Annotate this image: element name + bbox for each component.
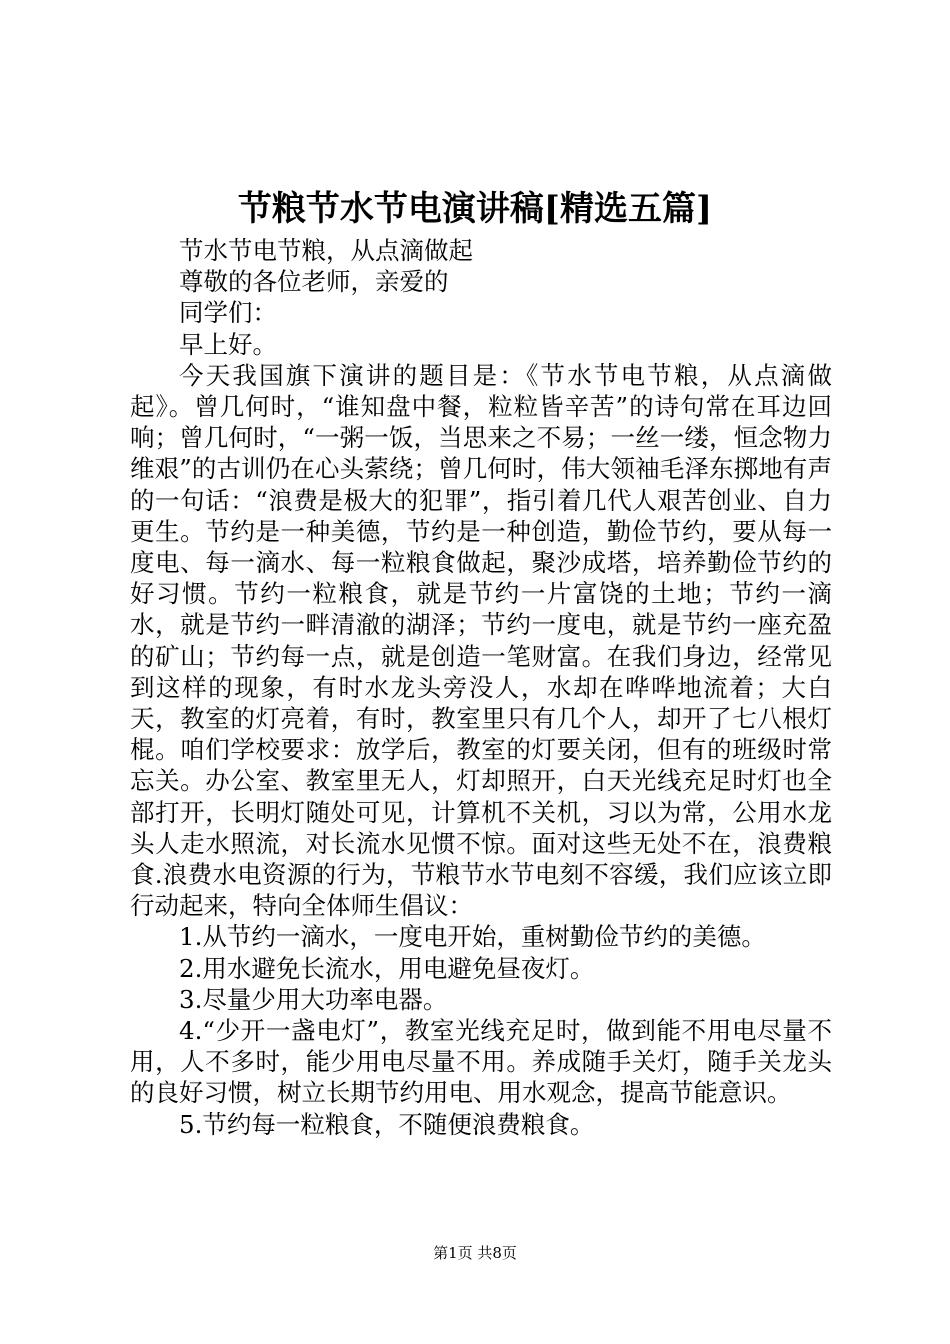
paragraph-item-1: 1.从节约一滴水，一度电开始，重树勤俭节约的美德。 [179,922,766,952]
paragraph-item-3: 3.尽量少用大功率电器。 [179,984,448,1014]
paragraph-main: 今天我国旗下演讲的题目是：《节水节电节粮，从点滴做起》。曾几何时，“谁知盘中餐，粒粒皆辛苦”的诗句常在耳边回响；曾几何时，“一粥一饭，当思来之不易；一丝一缕，恒念物力维艰”的古训仍在心头萦绕；曾几何时，伟大领袖毛泽东掷地有声的一句话：“浪费是极大的犯罪”，指引着几代人艰苦创业、自力更生。节约是一种美德，节约是一种创造，勤俭节约，要从每一度电、每一滴水、每一粒粮食做起，聚沙成塔，培养勤俭节约的好习惯。节约一粒粮食，就是节约一片富饶的土地；节约一滴水，就是节约一畔清澈的湖泽；节约一度电，就是节约一座充盈的矿山；节约每一点，就是创造一笔财富。在我们身边，经常见到这样的现象，有时水龙头旁没人，水却在哗哗地流着；大白天，教室的灯亮着，有时，教室里只有几个人，却开了七八根灯棍。咱们学校要求：放学后，教室的灯要关闭，但有的班级时常忘关。办公室、教室里无人，灯却照开，白天光线充足时灯也全部打开，长明灯随处可见，计算机不关机，习以为常，公用水龙头人走水照流，对长流水见惯不惊。面对这些无处不在，浪费粮食.浪费水电资源的行为，节粮节水节电刻不容缓，我们应该立即行动起来，特向全体师生倡议： [130,360,832,921]
document-title: 节粮节水节电演讲稿[精选五篇] [237,189,713,229]
document-body [130,235,832,1140]
paragraph-item-2: 2.用水避免长流水，用电避免昼夜灯。 [179,953,595,983]
paragraph-salutation-cont: 同学们： [179,298,277,328]
paragraph-heading: 节水节电节粮，从点滴做起 [179,236,473,265]
paragraph-salutation: 尊敬的各位老师，亲爱的 [179,267,449,297]
paragraph-item-4: 4.“少开一盏电灯”，教室光线充足时，做到能不用电尽量不用，人不多时，能少用电尽量不用。养成随手关灯，随手关龙头的良好习惯，树立长期节约用电、用水观念，提高节能意识。 [130,1016,832,1108]
page-number-footer: 第1页 共8页 [433,1244,517,1262]
paragraph-item-5: 5.节约每一粒粮食，不随便浪费粮食。 [179,1109,595,1139]
paragraph-greeting: 早上好。 [179,329,277,359]
